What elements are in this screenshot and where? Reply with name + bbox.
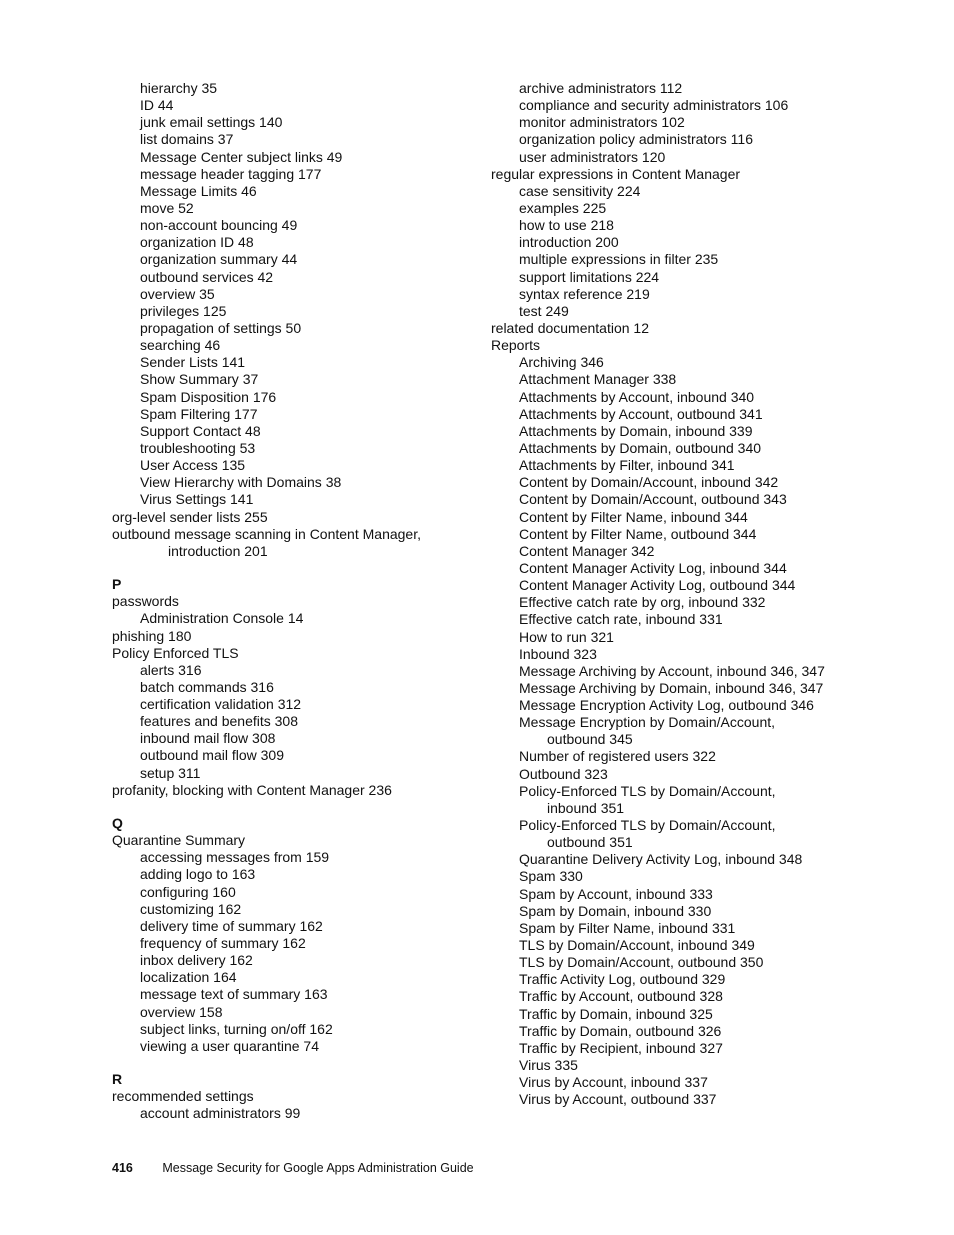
index-subentry: message text of summary 163 <box>140 986 328 1003</box>
index-subentry: customizing 162 <box>140 900 242 917</box>
index-subentry: configuring 160 <box>140 883 236 900</box>
index-entry: outbound message scanning in Content Manager, <box>112 525 421 542</box>
index-subentry: organization summary 44 <box>140 251 298 268</box>
index-subentry: Content Manager Activity Log, inbound 344 <box>519 559 787 576</box>
index-subentry: Content Manager 342 <box>519 542 655 559</box>
index-subentry: View Hierarchy with Domains 38 <box>140 474 342 491</box>
index-subentry: Message Limits 46 <box>140 182 257 199</box>
index-subentry: alerts 316 <box>140 661 202 678</box>
index-subentry: organization ID 48 <box>140 234 254 251</box>
index-subentry: Support Contact 48 <box>140 422 261 439</box>
index-subentry: Attachments by Account, inbound 340 <box>519 388 755 405</box>
index-subentry: troubleshooting 53 <box>140 439 256 456</box>
index-subentry: inbox delivery 162 <box>140 952 253 969</box>
index-entry: org-level sender lists 255 <box>112 508 268 525</box>
index-subentry: setup 311 <box>140 764 201 781</box>
index-subentry: Virus Settings 141 <box>140 491 254 508</box>
index-entry: Quarantine Summary <box>112 832 246 849</box>
index-subentry: user administrators 120 <box>519 148 666 165</box>
index-subentry: Administration Console 14 <box>140 610 304 627</box>
index-subentry: certification validation 312 <box>140 696 302 713</box>
index-subentry: Outbound 323 <box>519 765 608 782</box>
index-subentry: Spam by Domain, inbound 330 <box>519 902 712 919</box>
index-subentry: overview 158 <box>140 1003 223 1020</box>
index-subentry: searching 46 <box>140 337 221 354</box>
index-subentry: Content Manager Activity Log, outbound 344 <box>519 577 796 594</box>
index-subentry: inbound mail flow 308 <box>140 730 276 747</box>
index-subentry: subject links, turning on/off 162 <box>140 1020 333 1037</box>
index-subentry: Content by Filter Name, outbound 344 <box>519 525 757 542</box>
index-entry: regular expressions in Content Manager <box>491 165 741 182</box>
index-entry-continuation: inbound 351 <box>547 799 625 816</box>
index-entry-continuation: outbound 351 <box>547 834 633 851</box>
index-entry-continuation: outbound 345 <box>547 731 633 748</box>
index-subentry: Effective catch rate by org, inbound 332 <box>519 594 766 611</box>
index-subentry: Traffic Activity Log, outbound 329 <box>519 971 726 988</box>
index-entry: passwords <box>112 593 179 610</box>
index-subentry: Message Archiving by Domain, inbound 346, 347 <box>519 679 824 696</box>
index-subentry: Content by Domain/Account, inbound 342 <box>519 474 779 491</box>
index-subentry: Attachments by Filter, inbound 341 <box>519 457 735 474</box>
index-subentry: How to run 321 <box>519 628 614 645</box>
index-subentry: Virus by Account, inbound 337 <box>519 1074 708 1091</box>
index-subentry: Message Archiving by Account, inbound 346, 347 <box>519 662 825 679</box>
index-subentry: propagation of settings 50 <box>140 319 302 336</box>
index-subentry: non-account bouncing 49 <box>140 217 298 234</box>
index-section-letter: P <box>112 576 122 593</box>
index-entry: Policy Enforced TLS <box>112 644 239 661</box>
index-subentry: move 52 <box>140 199 194 216</box>
index-subentry: Spam 330 <box>519 868 583 885</box>
index-section-letter: Q <box>112 815 123 832</box>
index-subentry: delivery time of summary 162 <box>140 917 323 934</box>
index-subentry: outbound mail flow 309 <box>140 747 284 764</box>
index-subentry: Inbound 323 <box>519 645 597 662</box>
index-subentry: organization policy administrators 116 <box>519 131 753 148</box>
index-subentry: Attachment Manager 338 <box>519 371 677 388</box>
index-subentry: accessing messages from 159 <box>140 849 330 866</box>
index-subentry: how to use 218 <box>519 217 614 234</box>
index-subentry: batch commands 316 <box>140 678 274 695</box>
index-entry: related documentation 12 <box>491 319 649 336</box>
index-subentry: Effective catch rate, inbound 331 <box>519 611 723 628</box>
index-subentry: Traffic by Domain, outbound 326 <box>519 1022 722 1039</box>
index-subentry: overview 35 <box>140 285 215 302</box>
index-subentry: User Access 135 <box>140 457 246 474</box>
index-subentry: Spam by Filter Name, inbound 331 <box>519 919 736 936</box>
index-entry: profanity, blocking with Content Manager 236 <box>112 781 392 798</box>
index-entry-continuation: introduction 201 <box>168 542 268 559</box>
index-subentry: Content by Filter Name, inbound 344 <box>519 508 748 525</box>
index-subentry: Attachments by Domain, inbound 339 <box>519 422 753 439</box>
index-subentry: outbound services 42 <box>140 268 274 285</box>
index-subentry: Traffic by Domain, inbound 325 <box>519 1005 713 1022</box>
index-subentry: case sensitivity 224 <box>519 182 641 199</box>
index-subentry: ID 44 <box>140 97 174 114</box>
index-subentry: privileges 125 <box>140 302 227 319</box>
index-subentry: Number of registered users 322 <box>519 748 716 765</box>
index-subentry: multiple expressions in filter 235 <box>519 251 719 268</box>
index-subentry: syntax reference 219 <box>519 285 650 302</box>
page-footer <box>112 1161 474 1175</box>
index-subentry: account administrators 99 <box>140 1105 301 1122</box>
index-subentry: TLS by Domain/Account, outbound 350 <box>519 954 764 971</box>
index-subentry: Policy-Enforced TLS by Domain/Account, <box>519 782 776 799</box>
index-subentry: introduction 200 <box>519 234 619 251</box>
index-subentry: Message Center subject links 49 <box>140 148 343 165</box>
index-subentry: hierarchy 35 <box>140 80 218 96</box>
index-subentry: Spam Filtering 177 <box>140 405 258 422</box>
index-subentry: Virus by Account, outbound 337 <box>519 1091 717 1108</box>
index-subentry: TLS by Domain/Account, inbound 349 <box>519 937 755 954</box>
index-entry: phishing 180 <box>112 627 192 644</box>
index-subentry: Archiving 346 <box>519 354 604 371</box>
index-subentry: compliance and security administrators 106 <box>519 97 789 114</box>
index-entry: recommended settings <box>112 1088 254 1105</box>
document-title: Message Security for Google Apps Administration Guide <box>162 1161 474 1175</box>
index-column-left <box>112 80 472 1123</box>
index-subentry: Policy-Enforced TLS by Domain/Account, <box>519 817 776 834</box>
index-subentry: Spam Disposition 176 <box>140 388 277 405</box>
index-subentry: Content by Domain/Account, outbound 343 <box>519 491 787 508</box>
index-subentry: list domains 37 <box>140 131 234 148</box>
index-entry: Reports <box>491 337 541 354</box>
index-subentry: archive administrators 112 <box>519 80 683 96</box>
index-subentry: Attachments by Account, outbound 341 <box>519 405 763 422</box>
index-subentry: localization 164 <box>140 969 237 986</box>
page-number: 416 <box>112 1161 133 1175</box>
index-subentry: support limitations 224 <box>519 268 660 285</box>
index-subentry: viewing a user quarantine 74 <box>140 1037 320 1054</box>
index-subentry: adding logo to 163 <box>140 866 256 883</box>
index-subentry: junk email settings 140 <box>140 114 283 131</box>
index-subentry: Traffic by Recipient, inbound 327 <box>519 1039 723 1056</box>
index-subentry: Quarantine Delivery Activity Log, inbound 348 <box>519 851 803 868</box>
index-subentry: Message Encryption by Domain/Account, <box>519 714 776 731</box>
index-subentry: Traffic by Account, outbound 328 <box>519 988 723 1005</box>
index-subentry: Sender Lists 141 <box>140 354 246 371</box>
index-subentry: Message Encryption Activity Log, outbound 346 <box>519 697 814 714</box>
index-subentry: monitor administrators 102 <box>519 114 685 131</box>
index-subentry: test 249 <box>519 302 569 319</box>
index-section-letter: R <box>112 1071 123 1088</box>
index-subentry: Virus 335 <box>519 1057 578 1074</box>
index-subentry: frequency of summary 162 <box>140 935 306 952</box>
index-subentry: examples 225 <box>519 199 607 216</box>
index-subentry: Spam by Account, inbound 333 <box>519 885 713 902</box>
index-subentry: Show Summary 37 <box>140 371 259 388</box>
index-subentry: Attachments by Domain, outbound 340 <box>519 439 762 456</box>
index-column-right <box>491 80 931 1108</box>
index-subentry: features and benefits 308 <box>140 713 299 730</box>
index-subentry: message header tagging 177 <box>140 165 322 182</box>
